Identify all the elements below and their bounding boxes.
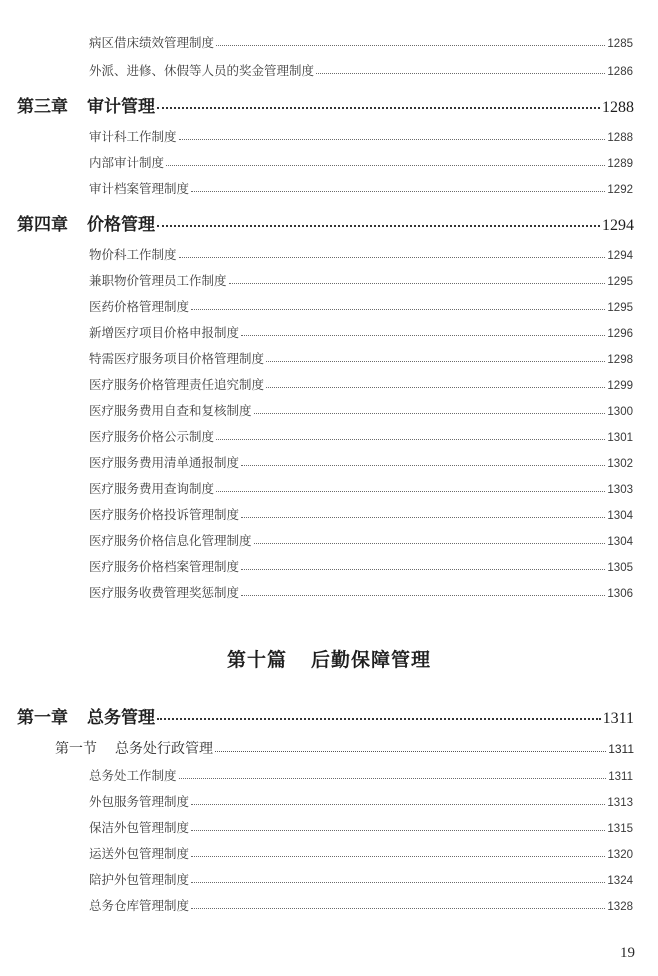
- chapter-number: 第四章: [17, 215, 68, 235]
- toc-entry-page: 1305: [607, 562, 633, 574]
- leader-dots: [216, 491, 605, 492]
- toc-chapter[interactable]: [17, 703, 634, 728]
- chapter-name: 审计管理: [87, 97, 155, 117]
- toc-entry-page: 1311: [608, 771, 633, 783]
- chapter-number: 第一章: [17, 708, 68, 728]
- toc-entry-page: 1298: [607, 354, 633, 366]
- toc-entry-page: 1302: [607, 458, 633, 470]
- toc-entry[interactable]: [89, 375, 633, 393]
- toc-entry[interactable]: [89, 896, 633, 914]
- toc-entry[interactable]: [89, 766, 633, 784]
- toc-entry-title: 医疗服务价格信息化管理制度: [89, 533, 252, 548]
- leader-dots: [191, 908, 605, 909]
- toc-entry-title: 陪护外包管理制度: [89, 872, 190, 887]
- toc-chapter-title: [17, 92, 155, 117]
- toc-entry[interactable]: [89, 153, 633, 171]
- leader-dots: [254, 543, 606, 544]
- toc-entry-title: 医疗服务价格公示制度: [89, 429, 215, 444]
- toc-entry-title: 医疗服务价格管理责任追究制度: [89, 377, 265, 392]
- toc-entry-page: 1315: [607, 823, 633, 835]
- toc-entry-title: 医疗服务价格投诉管理制度: [89, 507, 240, 522]
- leader-dots: [266, 387, 605, 388]
- toc-entry-page: 1304: [607, 536, 633, 548]
- toc-entry-title: 内部审计制度: [89, 155, 165, 170]
- toc-entry-page: 1295: [607, 276, 633, 288]
- toc-entry[interactable]: [89, 427, 633, 445]
- toc-chapter-title: [17, 703, 155, 728]
- toc-entry[interactable]: [89, 505, 633, 523]
- toc-entry[interactable]: [89, 271, 633, 289]
- leader-dots: [266, 361, 605, 362]
- toc-entry-page: 1313: [607, 797, 633, 809]
- toc-entry-title: 新增医疗项目价格申报制度: [89, 325, 240, 340]
- toc-entry-page: 1303: [607, 484, 633, 496]
- toc-entry-title: 医疗服务收费管理奖惩制度: [89, 585, 240, 600]
- toc-entry-page: 1288: [607, 132, 633, 144]
- toc-section-page: 1311: [608, 742, 634, 756]
- leader-dots: [157, 225, 600, 227]
- toc-entry[interactable]: [89, 792, 633, 810]
- leader-dots: [191, 830, 605, 831]
- toc-entry[interactable]: [89, 323, 633, 341]
- toc-entry-title: 总务处工作制度: [89, 768, 177, 783]
- toc-entry-title: 外派、进修、休假等人员的奖金管理制度: [89, 63, 315, 78]
- toc-entry-page: 1286: [607, 66, 633, 78]
- toc-entry[interactable]: [89, 818, 633, 836]
- toc-entry-title: 兼职物价管理员工作制度: [89, 273, 227, 288]
- toc-entry-title: 保洁外包管理制度: [89, 820, 190, 835]
- section-name: 总务处行政管理: [115, 741, 213, 757]
- toc-entry-title: 医疗服务费用自查和复核制度: [89, 403, 252, 418]
- toc-entry[interactable]: [89, 531, 633, 549]
- leader-dots: [316, 73, 605, 74]
- toc-section[interactable]: [55, 738, 634, 758]
- toc-entry-page: 1299: [607, 380, 633, 392]
- toc-entry-title: 医药价格管理制度: [89, 299, 190, 314]
- leader-dots: [166, 165, 605, 166]
- leader-dots: [157, 718, 601, 720]
- toc-entry[interactable]: [89, 870, 633, 888]
- toc-entry-page: 1306: [607, 588, 633, 600]
- part-number: 第十篇: [226, 649, 287, 671]
- toc-entry[interactable]: [89, 557, 633, 575]
- toc-entry-page: 1328: [607, 901, 633, 913]
- toc-entry-title: 审计科工作制度: [89, 129, 177, 144]
- part-name: 后勤保障管理: [311, 649, 432, 671]
- toc-entry-title: 特需医疗服务项目价格管理制度: [89, 351, 265, 366]
- toc-entry-title: 医疗服务费用清单通报制度: [89, 455, 240, 470]
- leader-dots: [191, 856, 605, 857]
- leader-dots: [191, 309, 605, 310]
- toc-entry-title: 运送外包管理制度: [89, 846, 190, 861]
- toc-entry[interactable]: [89, 844, 633, 862]
- leader-dots: [179, 778, 607, 779]
- leader-dots: [179, 257, 606, 258]
- toc-entry[interactable]: [89, 33, 633, 51]
- toc-chapter-title: [17, 210, 155, 235]
- leader-dots: [191, 191, 605, 192]
- toc-entry[interactable]: [89, 401, 633, 419]
- toc-entry-title: 医疗服务价格档案管理制度: [89, 559, 240, 574]
- toc-chapter[interactable]: [17, 210, 634, 235]
- toc-entry-title: 物价科工作制度: [89, 247, 177, 262]
- leader-dots: [216, 439, 605, 440]
- leader-dots: [191, 882, 605, 883]
- toc-entry-page: 1285: [607, 38, 633, 50]
- toc-entry-title: 外包服务管理制度: [89, 794, 190, 809]
- toc-entry-page: 1300: [607, 406, 633, 418]
- toc-section-title: [55, 738, 213, 758]
- leader-dots: [241, 569, 605, 570]
- toc-entry-title: 医疗服务费用查询制度: [89, 481, 215, 496]
- leader-dots: [229, 283, 606, 284]
- toc-entry[interactable]: [89, 61, 633, 79]
- leader-dots: [254, 413, 606, 414]
- toc-entry-page: 1296: [607, 328, 633, 340]
- leader-dots: [241, 465, 605, 466]
- chapter-number: 第三章: [17, 97, 68, 117]
- toc-entry[interactable]: [89, 349, 633, 367]
- leader-dots: [241, 517, 605, 518]
- toc-entry-page: 1320: [607, 849, 633, 861]
- part-heading: [0, 645, 658, 672]
- page-number: 19: [620, 945, 635, 961]
- toc-entry-page: 1304: [607, 510, 633, 522]
- toc-chapter-page: 1311: [602, 710, 634, 727]
- toc-entry[interactable]: [89, 297, 633, 315]
- toc-entry-title: 审计档案管理制度: [89, 181, 190, 196]
- leader-dots: [241, 595, 605, 596]
- toc-chapter-page: 1294: [602, 217, 634, 234]
- toc-entry[interactable]: [89, 453, 633, 471]
- leader-dots: [179, 139, 606, 140]
- leader-dots: [241, 335, 605, 336]
- toc-chapter[interactable]: [17, 92, 634, 117]
- toc-entry-page: 1294: [607, 250, 633, 262]
- toc-entry-title: 总务仓库管理制度: [89, 898, 190, 913]
- toc-entry-page: 1289: [607, 158, 633, 170]
- chapter-name: 价格管理: [87, 215, 155, 235]
- toc-entry-page: 1301: [607, 432, 633, 444]
- toc-entry-page: 1324: [607, 875, 633, 887]
- toc-entry[interactable]: [89, 179, 633, 197]
- leader-dots: [216, 45, 605, 46]
- toc-entry[interactable]: [89, 583, 633, 601]
- toc-entry[interactable]: [89, 127, 633, 145]
- leader-dots: [157, 107, 600, 109]
- toc-entry-page: 1295: [607, 302, 633, 314]
- toc-entry[interactable]: [89, 479, 633, 497]
- leader-dots: [215, 751, 606, 752]
- chapter-name: 总务管理: [87, 708, 155, 728]
- toc-entry-title: 病区借床绩效管理制度: [89, 35, 215, 50]
- toc-entry-page: 1292: [607, 184, 633, 196]
- toc-chapter-page: 1288: [602, 99, 634, 116]
- leader-dots: [191, 804, 605, 805]
- section-number: 第一节: [55, 741, 97, 757]
- toc-entry[interactable]: [89, 245, 633, 263]
